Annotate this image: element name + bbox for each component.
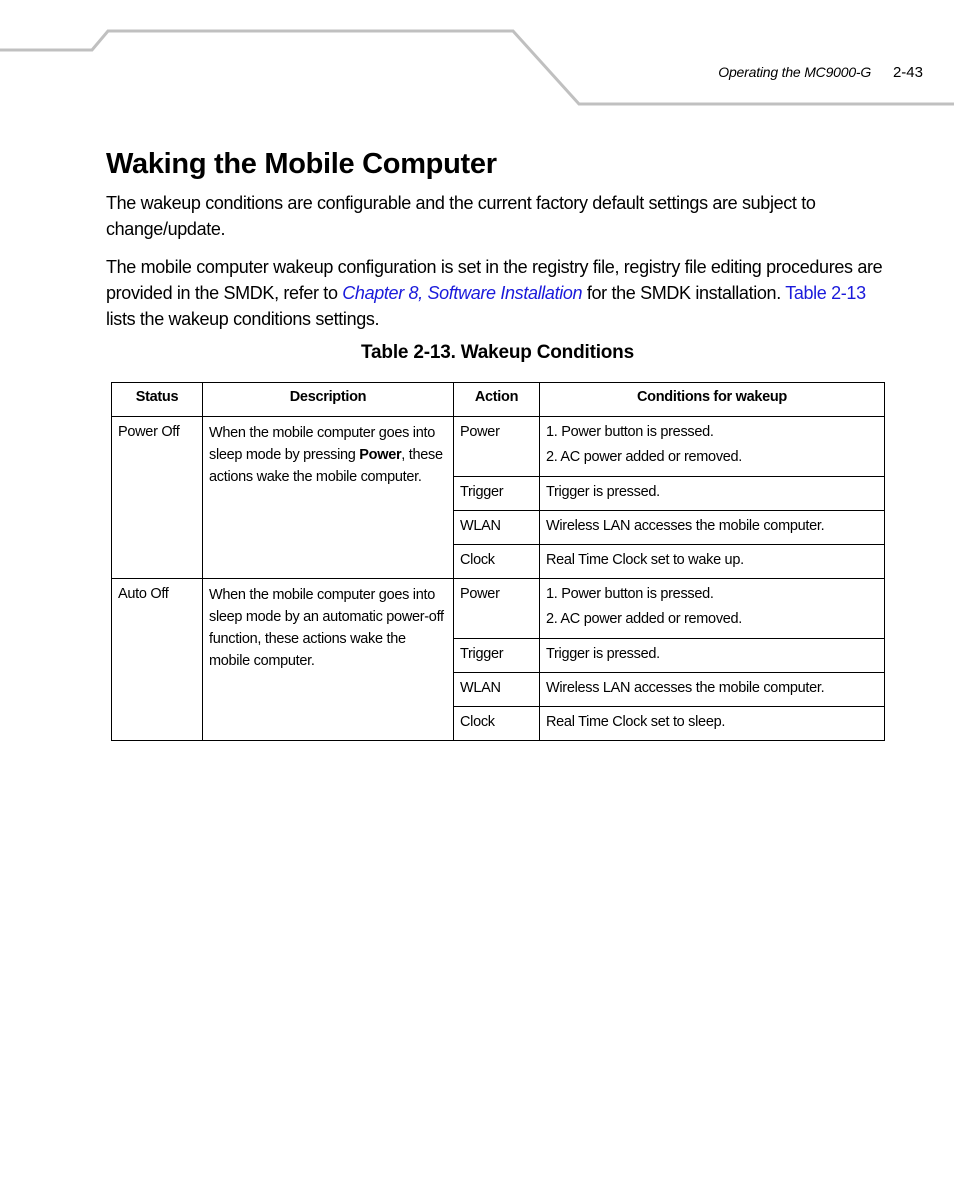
- conditions-cell: Real Time Clock set to wake up.: [540, 545, 885, 579]
- action-cell: Trigger: [454, 639, 540, 673]
- condition-line: 2. AC power added or removed.: [546, 449, 743, 465]
- paragraph-wakeup-configurable: The wakeup conditions are configurable and the current factory default settings are subject to change/update.: [106, 193, 816, 239]
- table-row: [112, 417, 885, 477]
- page-number: 2-43: [892, 64, 923, 81]
- header-conditions: Conditions for wakeup: [540, 383, 885, 417]
- header-action: Action: [454, 383, 540, 417]
- action-cell: Power: [454, 417, 540, 477]
- header-status: Status: [112, 383, 203, 417]
- action-cell: Trigger: [454, 477, 540, 511]
- conditions-cell: [540, 579, 885, 639]
- paragraph-text: lists the wakeup conditions settings.: [106, 309, 380, 329]
- condition-line: 1. Power button is pressed.: [546, 586, 714, 602]
- header-description: Description: [203, 383, 454, 417]
- paragraph-text: The mobile computer wakeup configuration is set in the registry file, registry file editing procedures are provided in the SMDK, refer to: [106, 257, 883, 303]
- description-cell: [203, 417, 454, 579]
- header-decoration: [0, 0, 954, 110]
- conditions-cell: Wireless LAN accesses the mobile computer.: [540, 673, 885, 707]
- table-2-13-link[interactable]: Table 2-13: [785, 283, 866, 303]
- description-cell: When the mobile computer goes into sleep mode by an automatic power-off function, these actions wake the mobile computer.: [203, 579, 454, 741]
- table-caption: Table 2-13. Wakeup Conditions: [361, 342, 634, 363]
- description-text: When the mobile computer goes into sleep mode by pressing: [209, 425, 435, 463]
- running-header: [718, 64, 923, 81]
- table-header-row: [112, 383, 885, 417]
- action-cell: Clock: [454, 707, 540, 741]
- chapter-8-link[interactable]: Chapter 8, Software Installation: [342, 283, 583, 303]
- conditions-cell: Trigger is pressed.: [540, 477, 885, 511]
- table-row: [112, 579, 885, 639]
- conditions-cell: Real Time Clock set to sleep.: [540, 707, 885, 741]
- action-cell: WLAN: [454, 511, 540, 545]
- status-cell: Power Off: [112, 417, 203, 579]
- description-text: , these actions wake the mobile computer.: [209, 447, 443, 485]
- conditions-cell: Wireless LAN accesses the mobile computer.: [540, 511, 885, 545]
- condition-line: 1. Power button is pressed.: [546, 424, 714, 440]
- section-title: Waking the Mobile Computer: [106, 148, 497, 180]
- power-key-label: Power: [359, 447, 402, 463]
- status-cell: Auto Off: [112, 579, 203, 741]
- action-cell: Power: [454, 579, 540, 639]
- wakeup-conditions-table: [111, 382, 885, 741]
- condition-line: 2. AC power added or removed.: [546, 611, 743, 627]
- conditions-cell: Trigger is pressed.: [540, 639, 885, 673]
- paragraph-wakeup-registry: [106, 254, 896, 332]
- conditions-cell: [540, 417, 885, 477]
- running-header-title: Operating the MC9000-G: [718, 64, 872, 80]
- action-cell: Clock: [454, 545, 540, 579]
- action-cell: WLAN: [454, 673, 540, 707]
- paragraph-text: for the SMDK installation.: [582, 283, 786, 303]
